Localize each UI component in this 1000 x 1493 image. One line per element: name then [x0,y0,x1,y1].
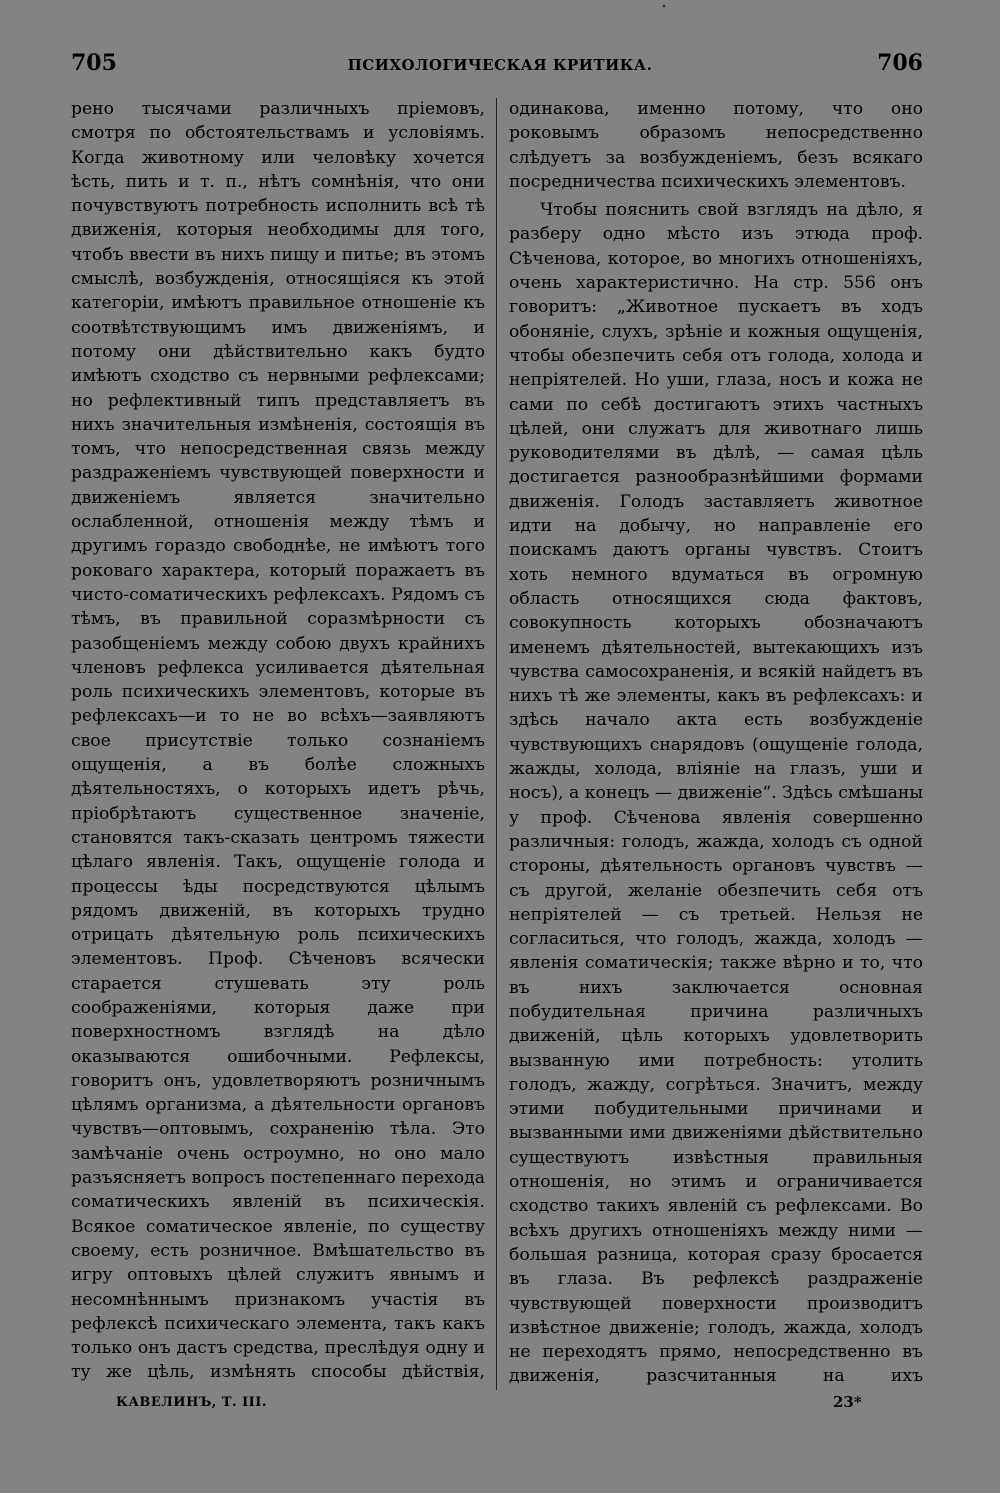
right-paragraph-2: Чтобы пояснить свой взглядъ на дѣло, я разберу одно мѣсто изъ этюда проф. Сѣченова, которое, во многихъ отношеніяхъ, очень характеристично. На стр. 556 онъ говоритъ: „Животное пускаетъ въ ходъ обоняніе, слухъ, зрѣніе и кожныя ощущенія, чтобы обезпечить себя отъ голода, холода и непріятелей. Но уши, глаза, носъ и кожа не сами по себѣ достигаютъ этихъ частныхъ цѣлей, они служатъ для животнаго лишь руководителями въ дѣлѣ, — самая цѣль достигается разнообразнѣйшими формами движенія. Голодъ заставляетъ животное идти на добычу, но направленіе его поискамъ даютъ органы чувствъ. Стоитъ хоть немного вдуматься въ огромную область относящихся сюда фактовъ, совокупность которыхъ обозначаютъ именемъ дѣятельностей, вытекающихъ изъ чувства самосохраненія, и всякій найдетъ въ нихъ тѣ же элементы, какъ въ рефлексахъ: и здѣсь начало акта есть возбужденіе чувствующихъ снарядовъ (ощущеніе голода, жажды, холода, вліяніе на глазъ, уши и носъ), а конецъ — движеніе“. Здѣсь смѣшаны у проф. Сѣченова явленія совершенно различныя: голодъ, жажда, холодъ съ одной стороны, дѣятельность органовъ чувствъ — съ другой, желаніе обезпечить себя отъ непріятелей — съ третьей. Нельзя не согласиться, что голодъ, жажда, холодъ — явленія соматическія; также вѣрно и то, что въ нихъ заключается основная побудительная причина различныхъ движеній, цѣль которыхъ удовлетворить вызванную ими потребность: утолить голодъ, жажду, согрѣться. Значитъ, между этими побудительными причинами и вызванными ими движеніями дѣйствительно существуютъ извѣстныя правильныя отношенія, но этимъ и ограничивается сходство такихъ явленій съ рефлексами. Во всѣхъ другихъ отношеніяхъ между ними — большая разница, которая сразу бросается въ глаза. Въ рефлексѣ раздраженіе чувствующей поверхности производитъ извѣстное движеніе; голодъ, жажда, холодъ не переходятъ прямо, непосредственно въ движенія, разсчитанныя на ихъ [509,200,923,1387]
signature-right: 23* [833,1393,862,1411]
running-title: ПСИХОЛОГИЧЕСКАЯ КРИТИКА. [347,56,653,74]
page-header [0,50,1000,80]
print-speck [663,5,665,7]
right-paragraph-1: одинакова, именно потому, что оно роковымъ образомъ непосредственно слѣдуетъ за возбужденіемъ, безъ всякаго посредничества психическихъ элементовъ. [509,99,923,192]
left-paragraph-1: рено тысячами различныхъ пріемовъ, смотря по обстоятельствамъ и условіямъ. Когда животному или человѣку хочется ѣсть, пить и т. п., нѣтъ сомнѣнія, что они почувствуютъ потребность исполнить всѣ тѣ движенія, которыя необходимы для того, чтобъ ввести въ нихъ пищу и питье; въ этомъ смыслѣ, возбужденія, относящіяся къ этой категоріи, имѣютъ правильное отношеніе къ соотвѣтствующимъ имъ движеніямъ, и потому они дѣйствительно какъ будто имѣютъ сходство съ нервными рефлексами; но рефлективный типъ представляетъ въ нихъ значительныя измѣненія, состоящія въ томъ, что непосредственная связь между раздраженіемъ чувствующей поверхности и движеніемъ является значительно ослабленной, отношенія между тѣмъ и другимъ гораздо свободнѣе, не имѣютъ того роковаго характера, который поражаетъ въ чисто-соматическихъ рефлексахъ. Рядомъ съ тѣмъ, въ правильной соразмѣрности съ разобщеніемъ между собою двухъ крайнихъ членовъ рефлекса усиливается дѣятельная роль психическихъ элементовъ, которые въ рефлексахъ—и то не во всѣхъ—заявляютъ свое присутствіе только сознаніемъ ощущенія, а въ болѣе сложныхъ дѣятельностяхъ, о которыхъ идетъ рѣчь, пріобрѣтаютъ существенное значеніе, становятся такъ-сказать центромъ тяжести цѣлаго явленія. Такъ, ощущеніе голода и процессы ѣды посредствуются цѣлымъ рядомъ движеній, въ которыхъ трудно отрицать дѣятельную роль психическихъ элементовъ. Проф. Сѣченовъ всячески старается стушевать эту роль соображеніями, которыя даже при поверхностномъ взглядѣ на дѣло оказываются ошибочными. Рефлексы, говоритъ онъ, удовлетворяютъ розничнымъ цѣлямъ организма, а дѣятельности органовъ чувствъ—оптовымъ, сохраненію тѣла. Это замѣчаніе очень остроумно, но оно мало разъясняетъ вопросъ постепеннаго перехода соматическихъ явленій въ психическія. Всякое соматическое явленіе, по существу своему, есть розничное. Вмѣшательство въ игру оптовыхъ цѣлей служитъ явнымъ и несомнѣннымъ признакомъ участія въ рефлексѣ психическаго элемента, такъ какъ только онъ дастъ средства, преслѣдуя одну и ту же цѣль, измѣнять способы дѣйствія, [71,99,485,1383]
column-divider [496,98,497,1390]
page-footer [0,1395,1000,1417]
left-column [71,97,485,1387]
right-column [509,97,923,1387]
page-number-left: 705 [71,50,117,76]
page-number-right: 706 [877,50,923,76]
signature-left: КАВЕЛИНЪ, Т. III. [116,1395,267,1410]
